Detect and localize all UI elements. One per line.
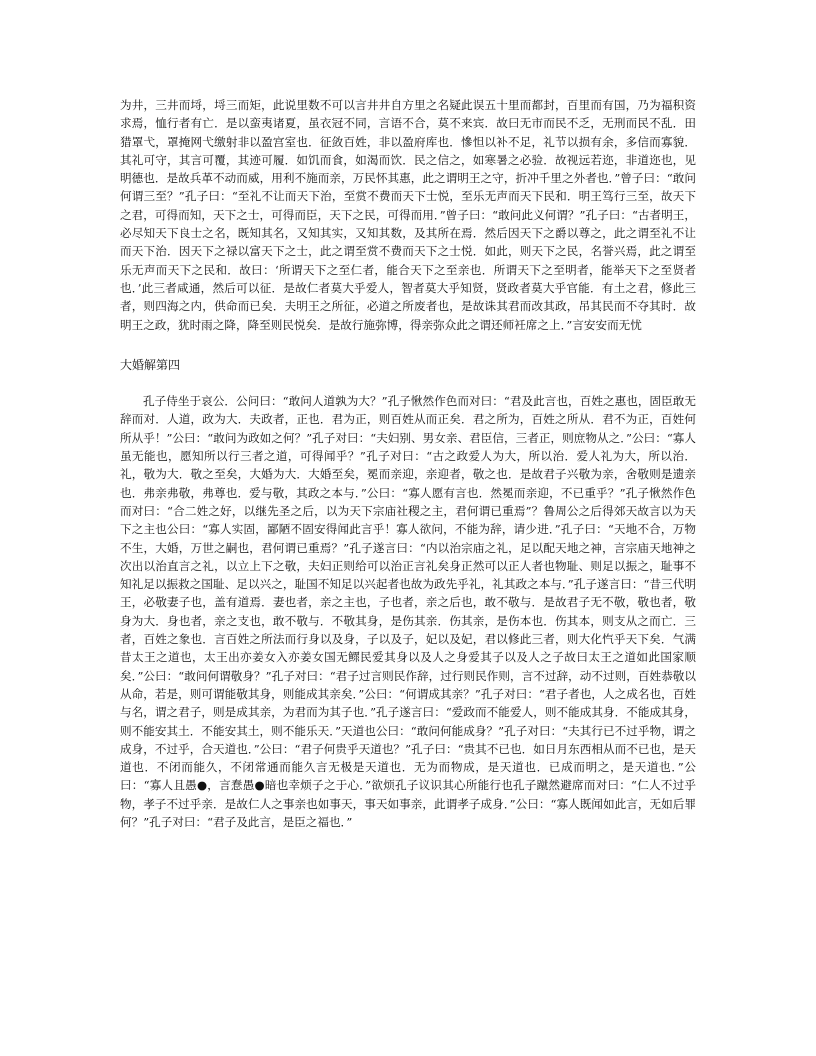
body-paragraph: 孔子侍坐于哀公．公问曰：“敢问人道孰为大？”孔子愀然作色而对曰：“君及此言也，百姓之惠也，固臣敢无辞而对．人道，政为大．夫政者，正也．君为正，则百姓从而正矣．君之所为，百姓之所从．君不为正，百姓何所从乎！”公曰：“敢问为政如之何？”孔子对曰：“夫妇别、男女亲、君臣信，三者正，则庶物从之．”公曰：“寡人虽无能也，愿知所以行三者之道，可得闻乎？”孔子对曰：“古之政爱人为大，所以治．爱人礼为大，所以治．礼，敬为大．敬之至矣，大婚为大．大婚至矣，冕而亲迎，亲迎者，敬之也．是故君子兴敬为亲，舍敬则是遗亲也．弗亲弗敬，弗尊也．爱与敬，其政之本与．”公曰：“寡人愿有言也．然冕而亲迎，不已重乎？”孔子愀然作色而对曰：“合二姓之好，以继先圣之后，以为天下宗庙社稷之主，君何谓已重焉”？鲁周公之后得郊天故言以为天下之主也公曰：“寡人实固，鄙陋不固安得闻此言乎！寡人欲问，不能为辞，请少进．”孔子曰：“天地不合，万物不生，大婚，万世之嗣也，君何谓已重焉？”孔子遂言曰：“内以治宗庙之礼，足以配天地之神，言宗庙天地神之次出以治直言之礼，以立上下之敬，夫妇正则给可以治正言礼矣身正然可以正人者也物耻、则足以振之，耻事不知礼足以振救之国耻、足以兴之，耻国不知足以兴起者也故为政先乎礼，礼其政之本与．”孔子遂言曰：“昔三代明王，必敬妻子也，盖有道焉．妻也者，亲之主也，子也者，亲之后也，敢不敬与．是故君子无不敬，敬也者，敬身为大．身也者，亲之支也，敢不敬与．不敬其身，是伤其亲．伤其亲，是伤本也．伤其本，则支从之而亡．三者，百姓之象也．言百姓之所法而行身以及身，子以及子，妃以及妃，君以修此三者，则大化忾乎天下矣．气满昔太王之道也，太王出亦姜女入亦姜女国无鳏民爱其身以及人之身爱其子以及人之子故曰太王之道如此国家顺矣．”公曰：“敢问何谓敬身？”孔子对曰：“君子过言则民作辞，过行则民作则，言不过辞，动不过则，百姓恭敬以从命，若是，则可谓能敬其身，则能成其亲矣．”公曰：“何谓成其亲？”孔子对曰：“君子者也，人之成名也，百姓与名，谓之君子，则是成其亲，为君而为其子也．”孔子遂言曰：“爱政而不能爱人，则不能成其身．不能成其身，则不能安其土．不能安其土，则不能乐天．”天道也公曰：“敢问何能成身？”孔子对曰：“夫其行已不过乎物，谓之成身，不过乎，合天道也．”公曰：“君子何贵乎天道也？”孔子曰：“贵其不已也．如日月东西相从而不已也，是天道也．不闭而能久，不闭常通而能久言无极是天道也．无为而物成，是天道也．已成而明之，是天道也．”公曰：“寡人且愚●，言惷愚●暗也幸烦子之于心．”欲烦孔子议识其心所能行也孔子蹴然避席而对曰：“仁人不过乎物，孝子不过乎亲．是故仁人之事亲也如事天，事天如事亲，此谓孝子成身．”公曰：“寡人既闻如此言，无如后罪何？”孔子对曰：“君子及此言，是臣之福也．” <box>120 394 696 829</box>
section-heading: 大婚解第四 <box>120 357 181 372</box>
document-page <box>120 96 696 831</box>
body-paragraph: 为井，三井而埒，埒三而矩，此说里数不可以言井井自方里之名疑此误五十里而都封，百里而有国，乃为福积资求焉，恤行者有亡．是以蛮夷诸夏，虽衣冠不同，言语不合，莫不来宾．故曰无市而民不乏，无刑而民不乱．田猎罩弋，罩掩网弋缴射非以盈宫室也．征敛百姓，非以盈府库也．慘怛以补不足，礼节以损有余，多信而寡貌．其礼可守，其言可覆，其迹可履．如饥而食，如渴而饮．民之信之，如寒暑之必验．故视远若迩，非道迩也，见明德也．是故兵革不动而威，用利不施而亲，万民怀其惠，此之谓明王之守，折冲千里之外者也．”曾子曰：“敢问何谓三至？”孔子曰：“至礼不让而天下治，至赏不费而天下士悦，至乐无声而天下民和．明王笃行三至，故天下之君，可得而知，天下之士，可得而臣，天下之民，可得而用．”曾子曰：“敢问此义何谓？”孔子曰：“古者明王，必尽知天下良士之名，既知其名，又知其实，又知其数，及其所在焉．然后因天下之爵以尊之，此之谓至礼不让而天下治．因天下之禄以富天下之士，此之谓至赏不费而天下之士悦．如此，则天下之民，名誉兴焉，此之谓至乐无声而天下之民和．故曰：‘所谓天下之至仁者，能合天下之至亲也．所谓天下之至明者，能举天下之至贤者也．’此三者咸通，然后可以征．是故仁者莫大乎爱人，智者莫大乎知贤，贤政者莫大乎官能．有土之君，修此三者，则四海之内，供命而已矣．夫明王之所征，必道之所废者也，是故诛其君而改其政，吊其民而不夺其时．故明王之政，犹时雨之降，降至则民悦矣．是故行施弥博，得亲弥众此之谓还师衽席之上．”言安安而无忧 <box>120 98 696 332</box>
